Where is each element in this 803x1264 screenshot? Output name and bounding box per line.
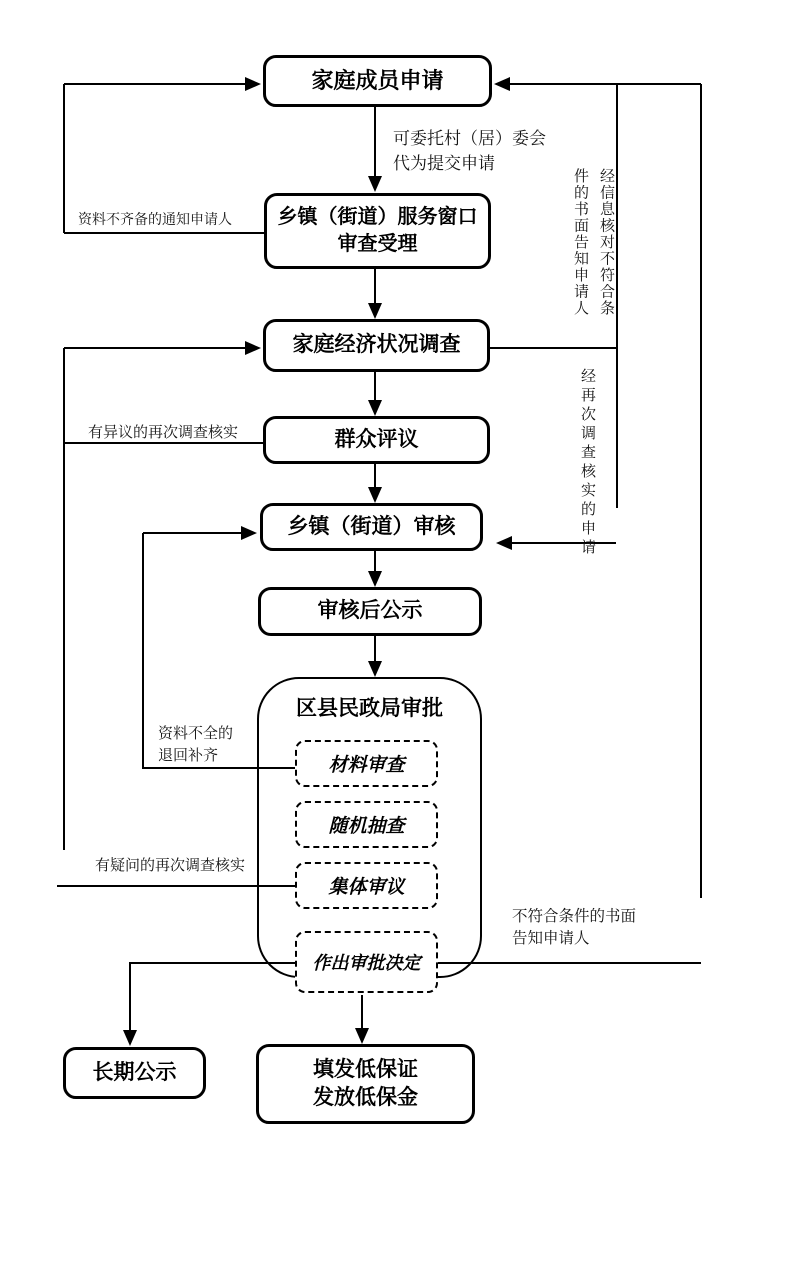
annotation-line1: 资料不全的 xyxy=(158,726,234,742)
edge-township-to-publicity-arrowhead xyxy=(368,571,382,587)
annotation-objection: 有异议的再次调查核实 xyxy=(88,425,239,441)
node-township-service-window xyxy=(264,193,491,269)
annotation-info-check: 经信息核对不符合条件的书面告知申请人 xyxy=(572,168,614,317)
edge-not-qualified-vertical xyxy=(700,84,702,898)
annotation-line2: 代为提交申请 xyxy=(393,153,495,173)
edge-publicity-to-bureau-arrowhead xyxy=(368,661,382,677)
annotation-line1: 可委托村（居）委会 xyxy=(393,129,546,148)
node-label: 长期公示 xyxy=(92,1060,177,1084)
annotation-line1: 不符合条件的书面 xyxy=(512,908,637,925)
node-label: 集体审议 xyxy=(328,877,405,898)
node-label: 作出审批决定 xyxy=(312,953,421,973)
edge-into-survey-left-arrowhead xyxy=(245,341,261,355)
node-label-line2: 发放低保金 xyxy=(313,1086,418,1109)
edge-review-to-township-line xyxy=(374,464,376,487)
edge-survey-to-review-line xyxy=(374,372,376,400)
edge-into-apply-right-line xyxy=(510,83,701,85)
node-issue-certificate xyxy=(256,1044,475,1124)
node-label: 随机抽查 xyxy=(328,816,405,837)
node-random-check xyxy=(295,801,438,848)
edge-into-township-left-line xyxy=(143,532,241,534)
node-public-review xyxy=(263,416,490,464)
annotation-reinvestigated: 经再次调查核实的申请 xyxy=(579,368,595,558)
node-collective-deliberation xyxy=(295,862,438,909)
edge-apply-to-window-arrowhead xyxy=(368,176,382,192)
node-family-economy-survey xyxy=(263,319,490,372)
edge-decision-to-longterm-line xyxy=(129,962,131,1030)
edge-township-to-publicity-line xyxy=(374,551,376,571)
edge-survey-to-review-arrowhead xyxy=(368,400,382,416)
node-label-line2: 审查受理 xyxy=(337,233,418,255)
edge-into-apply-right-arrowhead xyxy=(494,77,510,91)
edge-into-township-right-arrowhead xyxy=(496,536,512,550)
node-label: 材料审查 xyxy=(328,755,405,776)
edge-review-to-township-arrowhead xyxy=(368,487,382,503)
edge-return-vertical xyxy=(142,533,144,769)
annotation-line2: 退回补齐 xyxy=(158,747,219,764)
annotation-incomplete-notify: 资料不齐备的通知申请人 xyxy=(78,213,232,228)
edge-doubt-horizontal xyxy=(57,885,295,887)
edge-apply-to-window-line xyxy=(374,107,376,176)
edge-bureau-to-issue-arrowhead xyxy=(355,1028,369,1044)
annotation-delegate xyxy=(393,127,546,176)
edge-into-township-left-arrowhead xyxy=(241,526,257,540)
node-township-audit xyxy=(260,503,483,551)
edge-into-survey-left-line xyxy=(64,347,245,349)
node-label: 群众评议 xyxy=(334,427,419,451)
edge-decision-to-longterm-arrowhead xyxy=(123,1030,137,1046)
node-label: 家庭成员申请 xyxy=(311,68,444,94)
annotation-incomplete-return xyxy=(158,724,233,768)
node-label-line1: 填发低保证 xyxy=(313,1057,418,1081)
edge-into-apply-left-arrowhead xyxy=(245,77,261,91)
edge-window-to-survey-line xyxy=(374,269,376,303)
node-longterm-publicity xyxy=(63,1047,206,1099)
node-audit-publicity xyxy=(258,587,482,636)
edge-bureau-to-issue-line xyxy=(361,995,363,1028)
node-label-line1: 乡镇（街道）服务窗口 xyxy=(277,206,478,228)
edge-window-to-survey-arrowhead xyxy=(368,303,382,319)
node-bureau-approval-title: 区县民政局审批 xyxy=(296,697,443,720)
annotation-line2: 告知申请人 xyxy=(512,930,590,948)
node-label: 家庭经济状况调查 xyxy=(292,333,461,357)
edge-window-feedback-horizontal xyxy=(64,232,264,234)
edge-into-township-right-line xyxy=(512,542,616,544)
annotation-not-qualified xyxy=(512,906,636,951)
annotation-doubt: 有疑问的再次调查核实 xyxy=(95,858,246,874)
node-label: 乡镇（街道）审核 xyxy=(287,514,456,538)
node-material-check xyxy=(295,740,438,787)
node-label: 审核后公示 xyxy=(317,599,423,623)
edge-left-feedback-vertical xyxy=(63,348,65,850)
node-family-member-apply xyxy=(263,55,492,107)
edge-publicity-to-bureau-line xyxy=(374,636,376,661)
node-approval-decision xyxy=(295,931,438,993)
edge-into-apply-left-line xyxy=(64,83,245,85)
edge-survey-right-horizontal xyxy=(490,347,617,349)
edge-window-feedback-vertical xyxy=(63,84,65,233)
